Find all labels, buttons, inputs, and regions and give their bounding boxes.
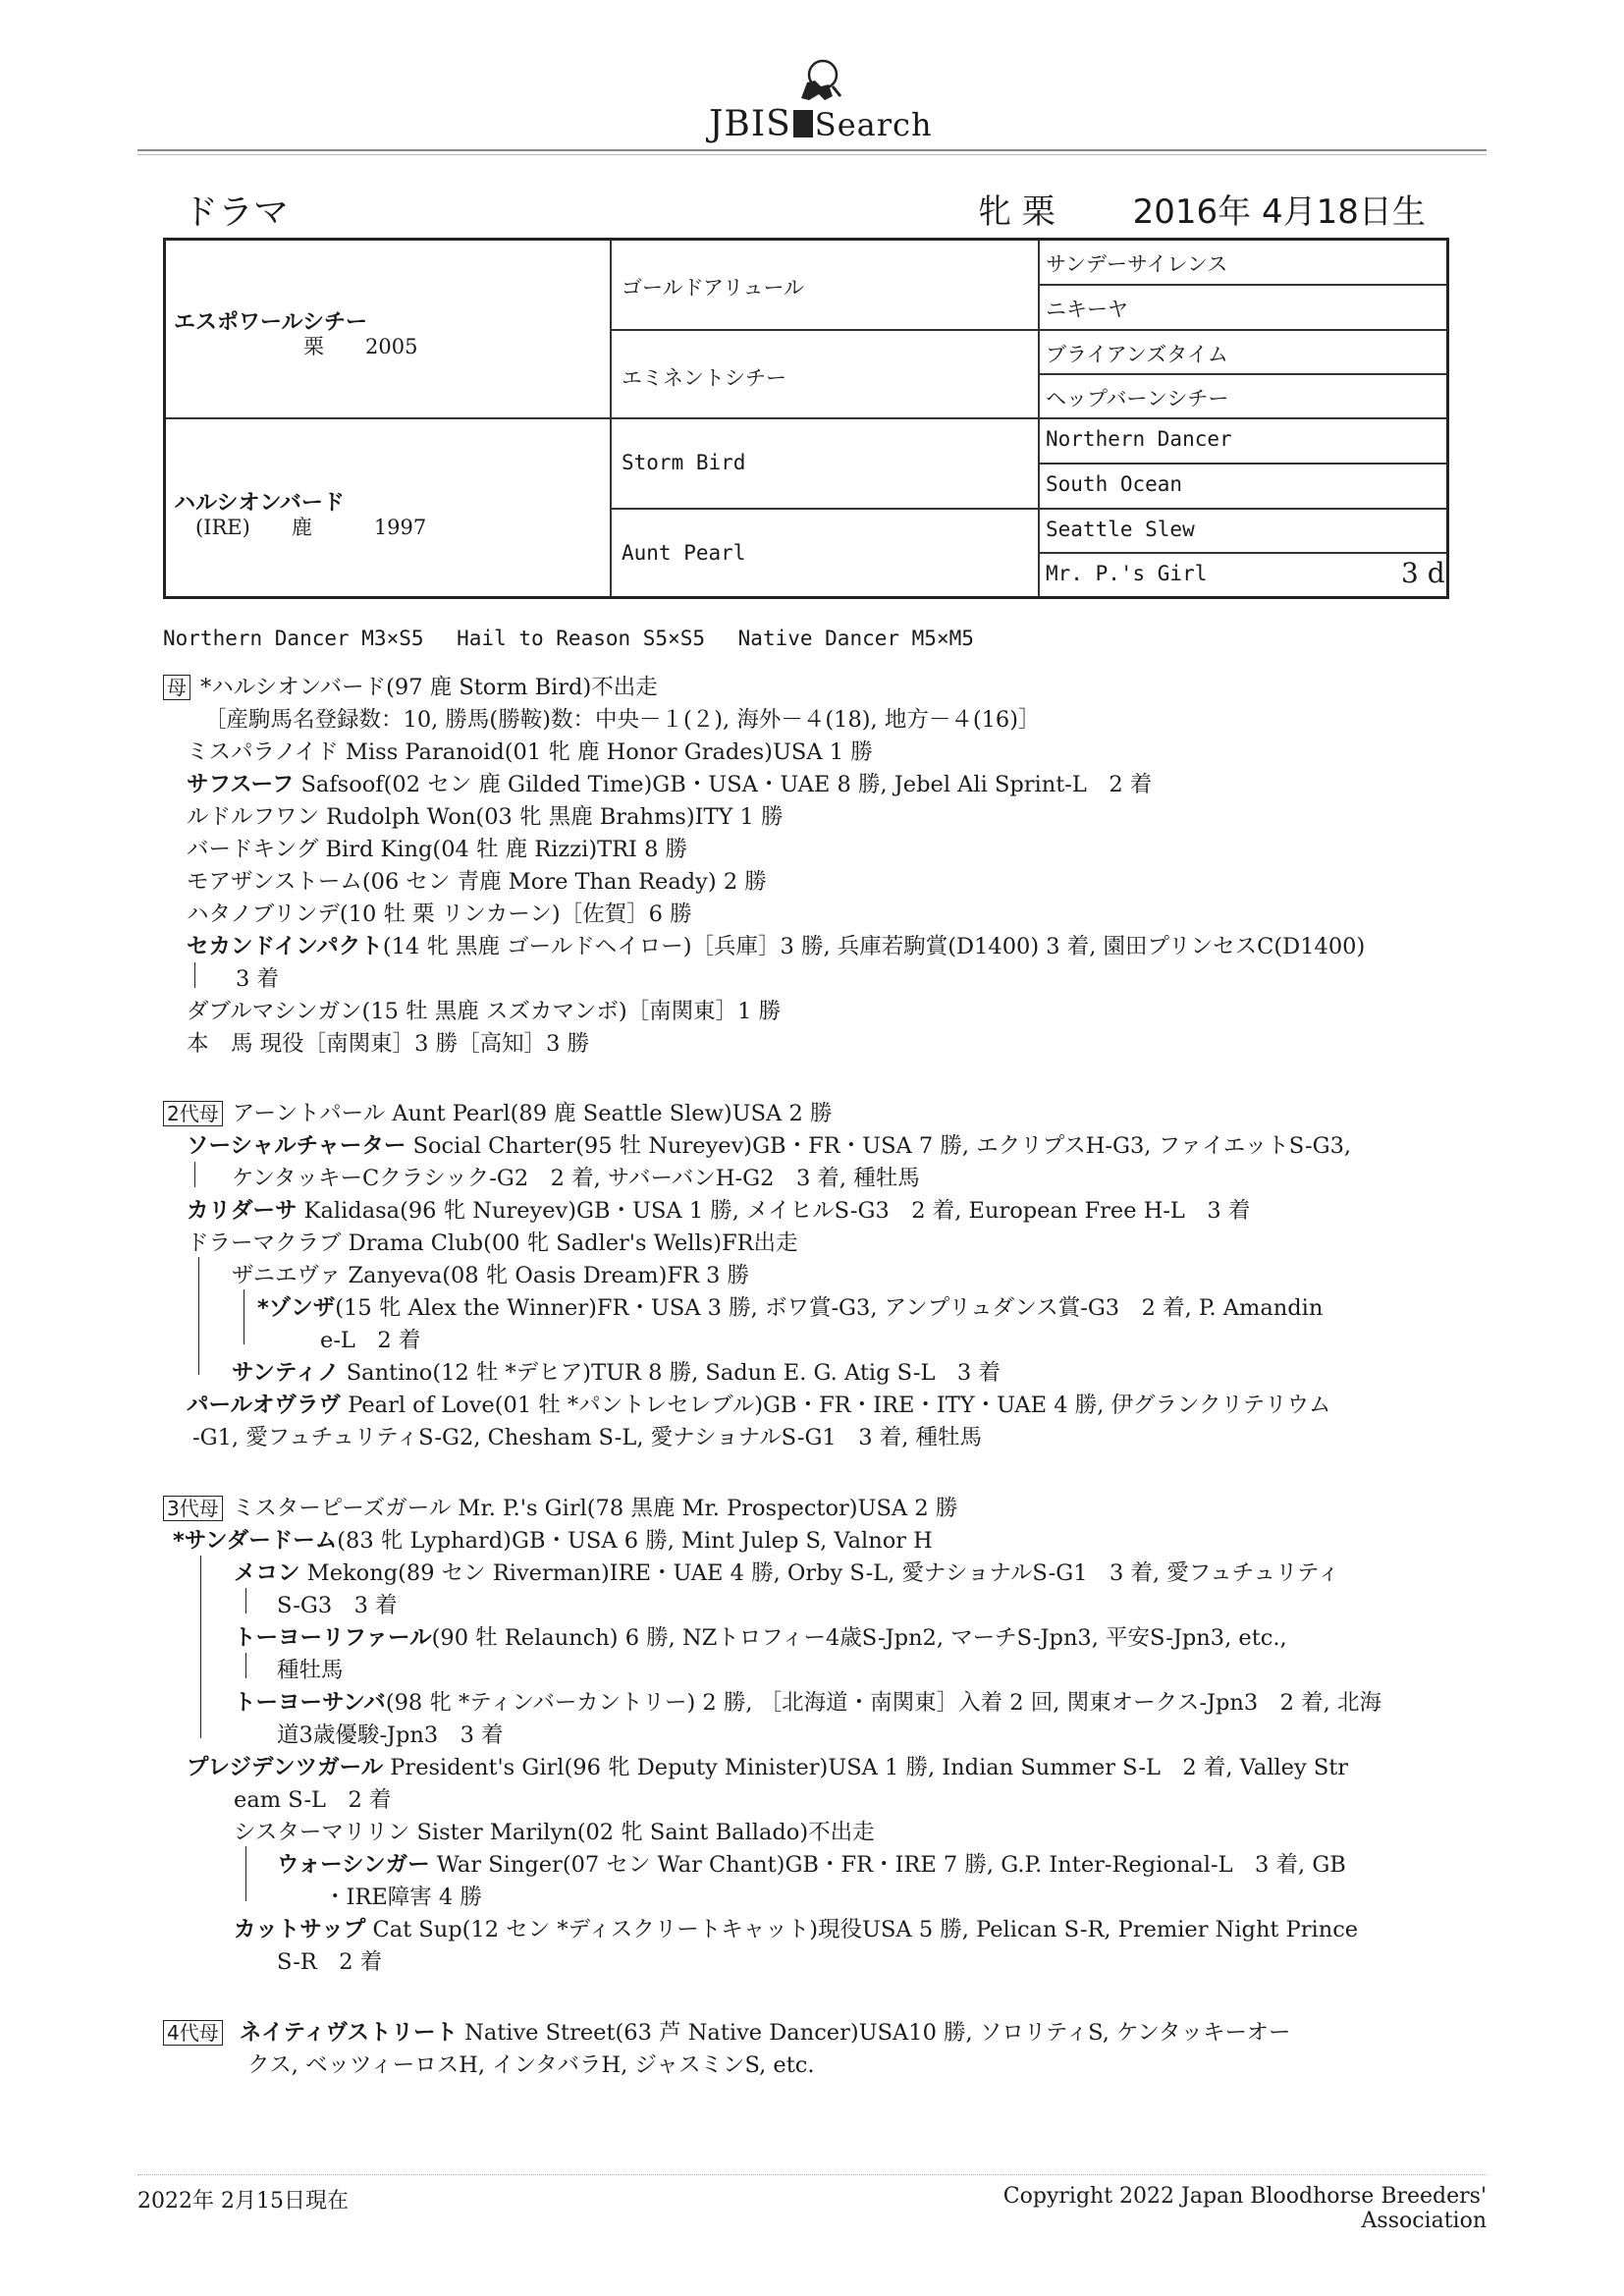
dam-tag: 母: [163, 675, 190, 700]
progeny-line-cont: ケンタッキーCクラシック-G2 2 着, サバーバンH-G2 3 着, 種牡馬: [232, 1166, 920, 1191]
logo-text-jbis: JBIS: [709, 104, 791, 144]
progeny-line: ルドルフワン Rudolph Won(03 牝 黒鹿 Brahms)ITY 1 勝: [187, 804, 784, 830]
horse-birth-date: 2016年 4月18日生: [1132, 192, 1426, 232]
dam-sire[interactable]: Storm Bird: [622, 451, 746, 474]
third-dam-line: ミスターピーズガール Mr. P.'s Girl(78 黒鹿 Mr. Prospector)USA 2 勝: [232, 1496, 958, 1521]
grand-progeny-line-cont: e-L 2 着: [320, 1328, 421, 1353]
sds[interactable]: ブライアンズタイム: [1046, 343, 1228, 366]
progeny-line: ハタノブリンデ(10 牡 栗 リンカーン)［佐賀］6 勝: [187, 902, 692, 927]
header-rule-thin: [137, 154, 1487, 155]
fourth-dam-line-cont: クス, ベッツィーロスH, インタバラH, ジャスミンS, etc.: [247, 2052, 815, 2078]
grand-progeny-line: トーヨーリファール(90 牡 Relaunch) 6 勝, NZトロフィー4歳S-Jpn2, マーチS-Jpn3, 平安S-Jpn3, etc.,: [234, 1625, 1287, 1651]
progeny-line: ダブルマシンガン(15 牡 黒鹿 スズカマンボ)［南関東］1 勝: [187, 999, 782, 1024]
sire-color-year: 栗 2005: [303, 335, 418, 358]
logo-text-search: Search: [814, 106, 933, 143]
progeny-line: ミスパラノイド Miss Paranoid(01 牝 鹿 Honor Grades)USA 1 勝: [187, 739, 873, 765]
dsd[interactable]: South Ocean: [1046, 472, 1183, 496]
grand-progeny-line-cont: S-G3 3 着: [277, 1593, 398, 1618]
grand-progeny-line-cont: S-R 2 着: [277, 1949, 383, 1975]
pedigree-page: JBIS Search ドラマ 牝 栗 2016年 4月18日生 エスポワールシチー 栗 2005 ハルシオンバード (IRE) 鹿 1997 ゴールドアリュール エミネントシチー Storm Bird Aunt Pearl サンデーサイレンス ニキーヤ ブライアンズタイム ヘップバーンシチー Northern Dancer South Ocean Seattle Slew Mr. P.'s Girl 3 d Northern Dancer M3×S5 Hail to Reason S5×S5 Native Dancer M5×M5 母 *ハルシオンバード(97 鹿 Storm Bird)不出走 ［産駒馬名登録数：10, 勝馬(勝鞍)数：中央－１(２), 海外－４(18), 地方－４(16)］ ミスパラノイド Miss Paranoid(01 牝 鹿 Honor Grades)USA 1 勝 サフスーフ Safsoof(02 セン 鹿 Gilded Time)GB・USA・UAE 8 勝, Jebel Ali Sprint-L 2 着 ルドルフワン Rudolph Won(03 牝 黒鹿 Brahms)ITY 1 勝 バードキング Bird King(04 牡 鹿 Rizzi)TRI 8 勝 モアザンストーム(06 セン 青鹿 More Than Ready) 2 勝 ハタノブリンデ(10 牡 栗 リンカーン)［佐賀］6 勝 セカンドインパクト(14 牝 黒鹿 ゴールドヘイロー)［兵庫］3 勝, 兵庫若駒賞(D1400) 3 着, 園田プリンセスC(D1400) 3 着 ダブルマシンガン(15 牡 黒鹿 スズカマンボ)［南関東］1 勝 本 馬 現役［南関東］3 勝［高知］3 勝 2代母 アーントパール Aunt Pearl(89 鹿 Seattle Slew)USA 2 勝 ソーシャルチャーター Social Charter(95 牡 Nureyev)GB・FR・USA 7 勝, エクリプスH-G3, ファイエットS-G3, ケンタッキーCクラシック-G2 2 着, サバーバンH-G2 3 着, 種牡馬 カリダーサ Kalidasa(96 牝 Nureyev)GB・USA 1 勝, メイヒルS-G3 2 着, European Free H-L 3 着 ドラーマクラブ Drama Club(00 牝 Sadler's Wells)FR出走 ザニエヴァ Zanyeva(08 牝 Oasis Dream)FR 3 勝 *ゾンザ(15 牝 Alex the Winner)FR・USA 3 勝, ボワ賞-G3, アンプリュダンス賞-G3 2 着, P. Amandin e-L 2 着 サンティノ Santino(12 牡 *デヒア)TUR 8 勝, Sadun E. G. Atig S-L 3 着 パールオヴラヴ Pearl of Love(01 牡 *パントレセレブル)GB・FR・IRE・ITY・UAE 4 勝, 伊グランクリテリウム -G1, 愛フュチュリティS-G2, Chesham S-L, 愛ナショナルS-G1 3 着, 種牡馬 3代母 ミスターピーズガール Mr. P.'s Girl(78 黒鹿 Mr. Prospector)USA 2 勝 *サンダードーム(83 牝 Lyphard)GB・USA 6 勝, Mint Julep S, Valnor H メコン Mekong(89 セン Riverman)IRE・UAE 4 勝, Orby S-L, 愛ナショナルS-G1 3 着, 愛フュチュリティ S-G3 3 着 トーヨーリファール(90 牡 Relaunch) 6 勝, NZトロフィー4歳S-Jpn2, マーチS-Jpn3, 平安S-Jpn3, etc., 種牡馬 トーヨーサンバ(98 牝 *ティンバーカントリー) 2 勝, ［北海道・南関東］入着 2 回, 関東オークス-Jpn3 2 着, 北海 道3歳優駿-Jpn3 3 着 プレジデンツガール President's Girl(96 牝 Deputy Minister)USA 1 勝, Indian Summer S-L 2 着, Valley Str eam S-L 2 着 シスターマリリン Sister Marilyn(02 牝 Saint Ballado)不出走 ウォーシンガー War Singer(07 セン War Chant)GB・FR・IRE 7 勝, G.P. Inter-Regional-L 3 着, GB ・IRE障害 4 勝 カットサップ Cat Sup(12 セン *ディスクリートキャット)現役USA 5 勝, Pelican S-R, Premier Night Prince S-R 2 着 4代母 ネイティヴストリート Native Street(63 芦 Native Dancer)USA10 勝, ソロリティS, ケンタッキーオー クス, ベッツィーロスH, インタバラH, ジャスミンS, etc. 2022年 2月15日現在 Copyright 2022 Japan Bloodhorse Breeders' Association: [0, 0, 1624, 2296]
progeny-line-cont: eam S-L 2 着: [234, 1787, 392, 1813]
pedigree-table: [163, 238, 1449, 599]
dss[interactable]: Northern Dancer: [1046, 427, 1232, 451]
progeny-line-cont: -G1, 愛フュチュリティS-G2, Chesham S-L, 愛ナショナルS-G1 3 着, 種牡馬: [192, 1425, 983, 1450]
horse-magnifier-icon: [795, 57, 844, 139]
grand-progeny-line: ウォーシンガー War Singer(07 セン War Chant)GB・FR・IRE 7 勝, G.P. Inter-Regional-L 3 着, GB: [277, 1852, 1346, 1878]
grand-progeny-line: メコン Mekong(89 セン Riverman)IRE・UAE 4 勝, Orby S-L, 愛ナショナルS-G1 3 着, 愛フュチュリティ: [234, 1560, 1340, 1586]
progeny-line: ドラーマクラブ Drama Club(00 牝 Sadler's Wells)FR出走: [187, 1230, 798, 1256]
sire-name[interactable]: エスポワールシチー: [174, 310, 368, 335]
dam-line: *ハルシオンバード(97 鹿 Storm Bird)不出走: [200, 675, 658, 700]
ssd[interactable]: ニキーヤ: [1046, 298, 1128, 321]
grand-progeny-line-cont: 道3歳優駿-Jpn3 3 着: [277, 1722, 504, 1748]
dam-country-color-year: (IRE) 鹿 1997: [195, 516, 427, 539]
progeny-line: サフスーフ Safsoof(02 セン 鹿 Gilded Time)GB・USA・UAE 8 勝, Jebel Ali Sprint-L 2 着: [187, 772, 1153, 797]
progeny-line: バードキング Bird King(04 牡 鹿 Rizzi)TRI 8 勝: [187, 837, 688, 862]
horse-name: ドラマ: [183, 192, 290, 233]
grand-progeny-line: カットサップ Cat Sup(12 セン *ディスクリートキャット)現役USA 5 勝, Pelican S-R, Premier Night Prince: [234, 1917, 1359, 1942]
progeny-line: *サンダードーム(83 牝 Lyphard)GB・USA 6 勝, Mint Julep S, Valnor H: [173, 1528, 933, 1554]
grand-progeny-line-cont: 種牡馬: [277, 1658, 344, 1683]
as-of-date: 2022年 2月15日現在: [137, 2189, 349, 2214]
progeny-line: カリダーサ Kalidasa(96 牝 Nureyev)GB・USA 1 勝, メイヒルS-G3 2 着, European Free H-L 3 着: [187, 1198, 1251, 1224]
second-dam-line: アーントパール Aunt Pearl(89 鹿 Seattle Slew)USA 2 勝: [232, 1101, 833, 1126]
footer-rule: [137, 2174, 1487, 2175]
grand-progeny-line: ザニエヴァ Zanyeva(08 牝 Oasis Dream)FR 3 勝: [232, 1263, 750, 1288]
dam-progeny-stats: ［産駒馬名登録数：10, 勝馬(勝鞍)数：中央－１(２), 海外－４(18), 地方－４(16)］: [204, 707, 1041, 733]
fourth-dam-tag: 4代母: [163, 2020, 223, 2046]
inbreeding-crosses: Northern Dancer M3×S5 Hail to Reason S5×S5 Native Dancer M5×M5: [163, 627, 974, 650]
dam-dam[interactable]: Aunt Pearl: [622, 541, 746, 565]
progeny-line: ソーシャルチャーター Social Charter(95 牡 Nureyev)GB・FR・USA 7 勝, エクリプスH-G3, ファイエットS-G3,: [187, 1133, 1352, 1159]
progeny-line: シスターマリリン Sister Marilyn(02 牝 Saint Ballado)不出走: [234, 1820, 875, 1845]
progeny-line: セカンドインパクト(14 牝 黒鹿 ゴールドヘイロー)［兵庫］3 勝, 兵庫若駒賞(D1400) 3 着, 園田プリンセスC(D1400): [187, 934, 1366, 959]
progeny-line: モアザンストーム(06 セン 青鹿 More Than Ready) 2 勝: [187, 869, 767, 895]
progeny-line: プレジデンツガール President's Girl(96 牝 Deputy Minister)USA 1 勝, Indian Summer S-L 2 着, Valley Str: [187, 1755, 1349, 1780]
dam-name[interactable]: ハルシオンバード: [174, 491, 345, 516]
grand-progeny-line-cont: ・IRE障害 4 勝: [324, 1885, 482, 1910]
sire-sire[interactable]: ゴールドアリュール: [622, 276, 805, 300]
ddd[interactable]: Mr. P.'s Girl: [1046, 562, 1208, 585]
self-line: 本 馬 現役［南関東］3 勝［高知］3 勝: [187, 1031, 590, 1057]
second-dam-tag: 2代母: [163, 1101, 223, 1126]
grand-progeny-line: サンティノ Santino(12 牡 *デヒア)TUR 8 勝, Sadun E. G. Atig S-L 3 着: [232, 1360, 1001, 1386]
grand-progeny-line: トーヨーサンバ(98 牝 *ティンバーカントリー) 2 勝, ［北海道・南関東］入着 2 回, 関東オークス-Jpn3 2 着, 北海: [234, 1690, 1381, 1716]
progeny-line: パールオヴラヴ Pearl of Love(01 牡 *パントレセレブル)GB・FR・IRE・ITY・UAE 4 勝, 伊グランクリテリウム: [187, 1393, 1331, 1418]
family-number: 3 d: [1401, 557, 1445, 589]
sire-dam[interactable]: エミネントシチー: [622, 366, 786, 390]
progeny-line-cont: 3 着: [236, 966, 279, 992]
grand-progeny-line: *ゾンザ(15 牝 Alex the Winner)FR・USA 3 勝, ボワ賞-G3, アンプリュダンス賞-G3 2 着, P. Amandin: [257, 1295, 1324, 1321]
third-dam-tag: 3代母: [163, 1496, 223, 1521]
sdd[interactable]: ヘップバーンシチー: [1046, 387, 1229, 410]
sss[interactable]: サンデーサイレンス: [1046, 252, 1228, 276]
dds[interactable]: Seattle Slew: [1046, 518, 1195, 541]
jbis-logo[interactable]: [709, 51, 945, 149]
copyright: Copyright 2022 Japan Bloodhorse Breeders' Association: [1002, 2184, 1487, 2233]
header-rule: [137, 149, 1487, 151]
horse-sex-color: 牝 栗: [978, 192, 1056, 232]
horse-sex-color-birth: [978, 185, 1426, 233]
